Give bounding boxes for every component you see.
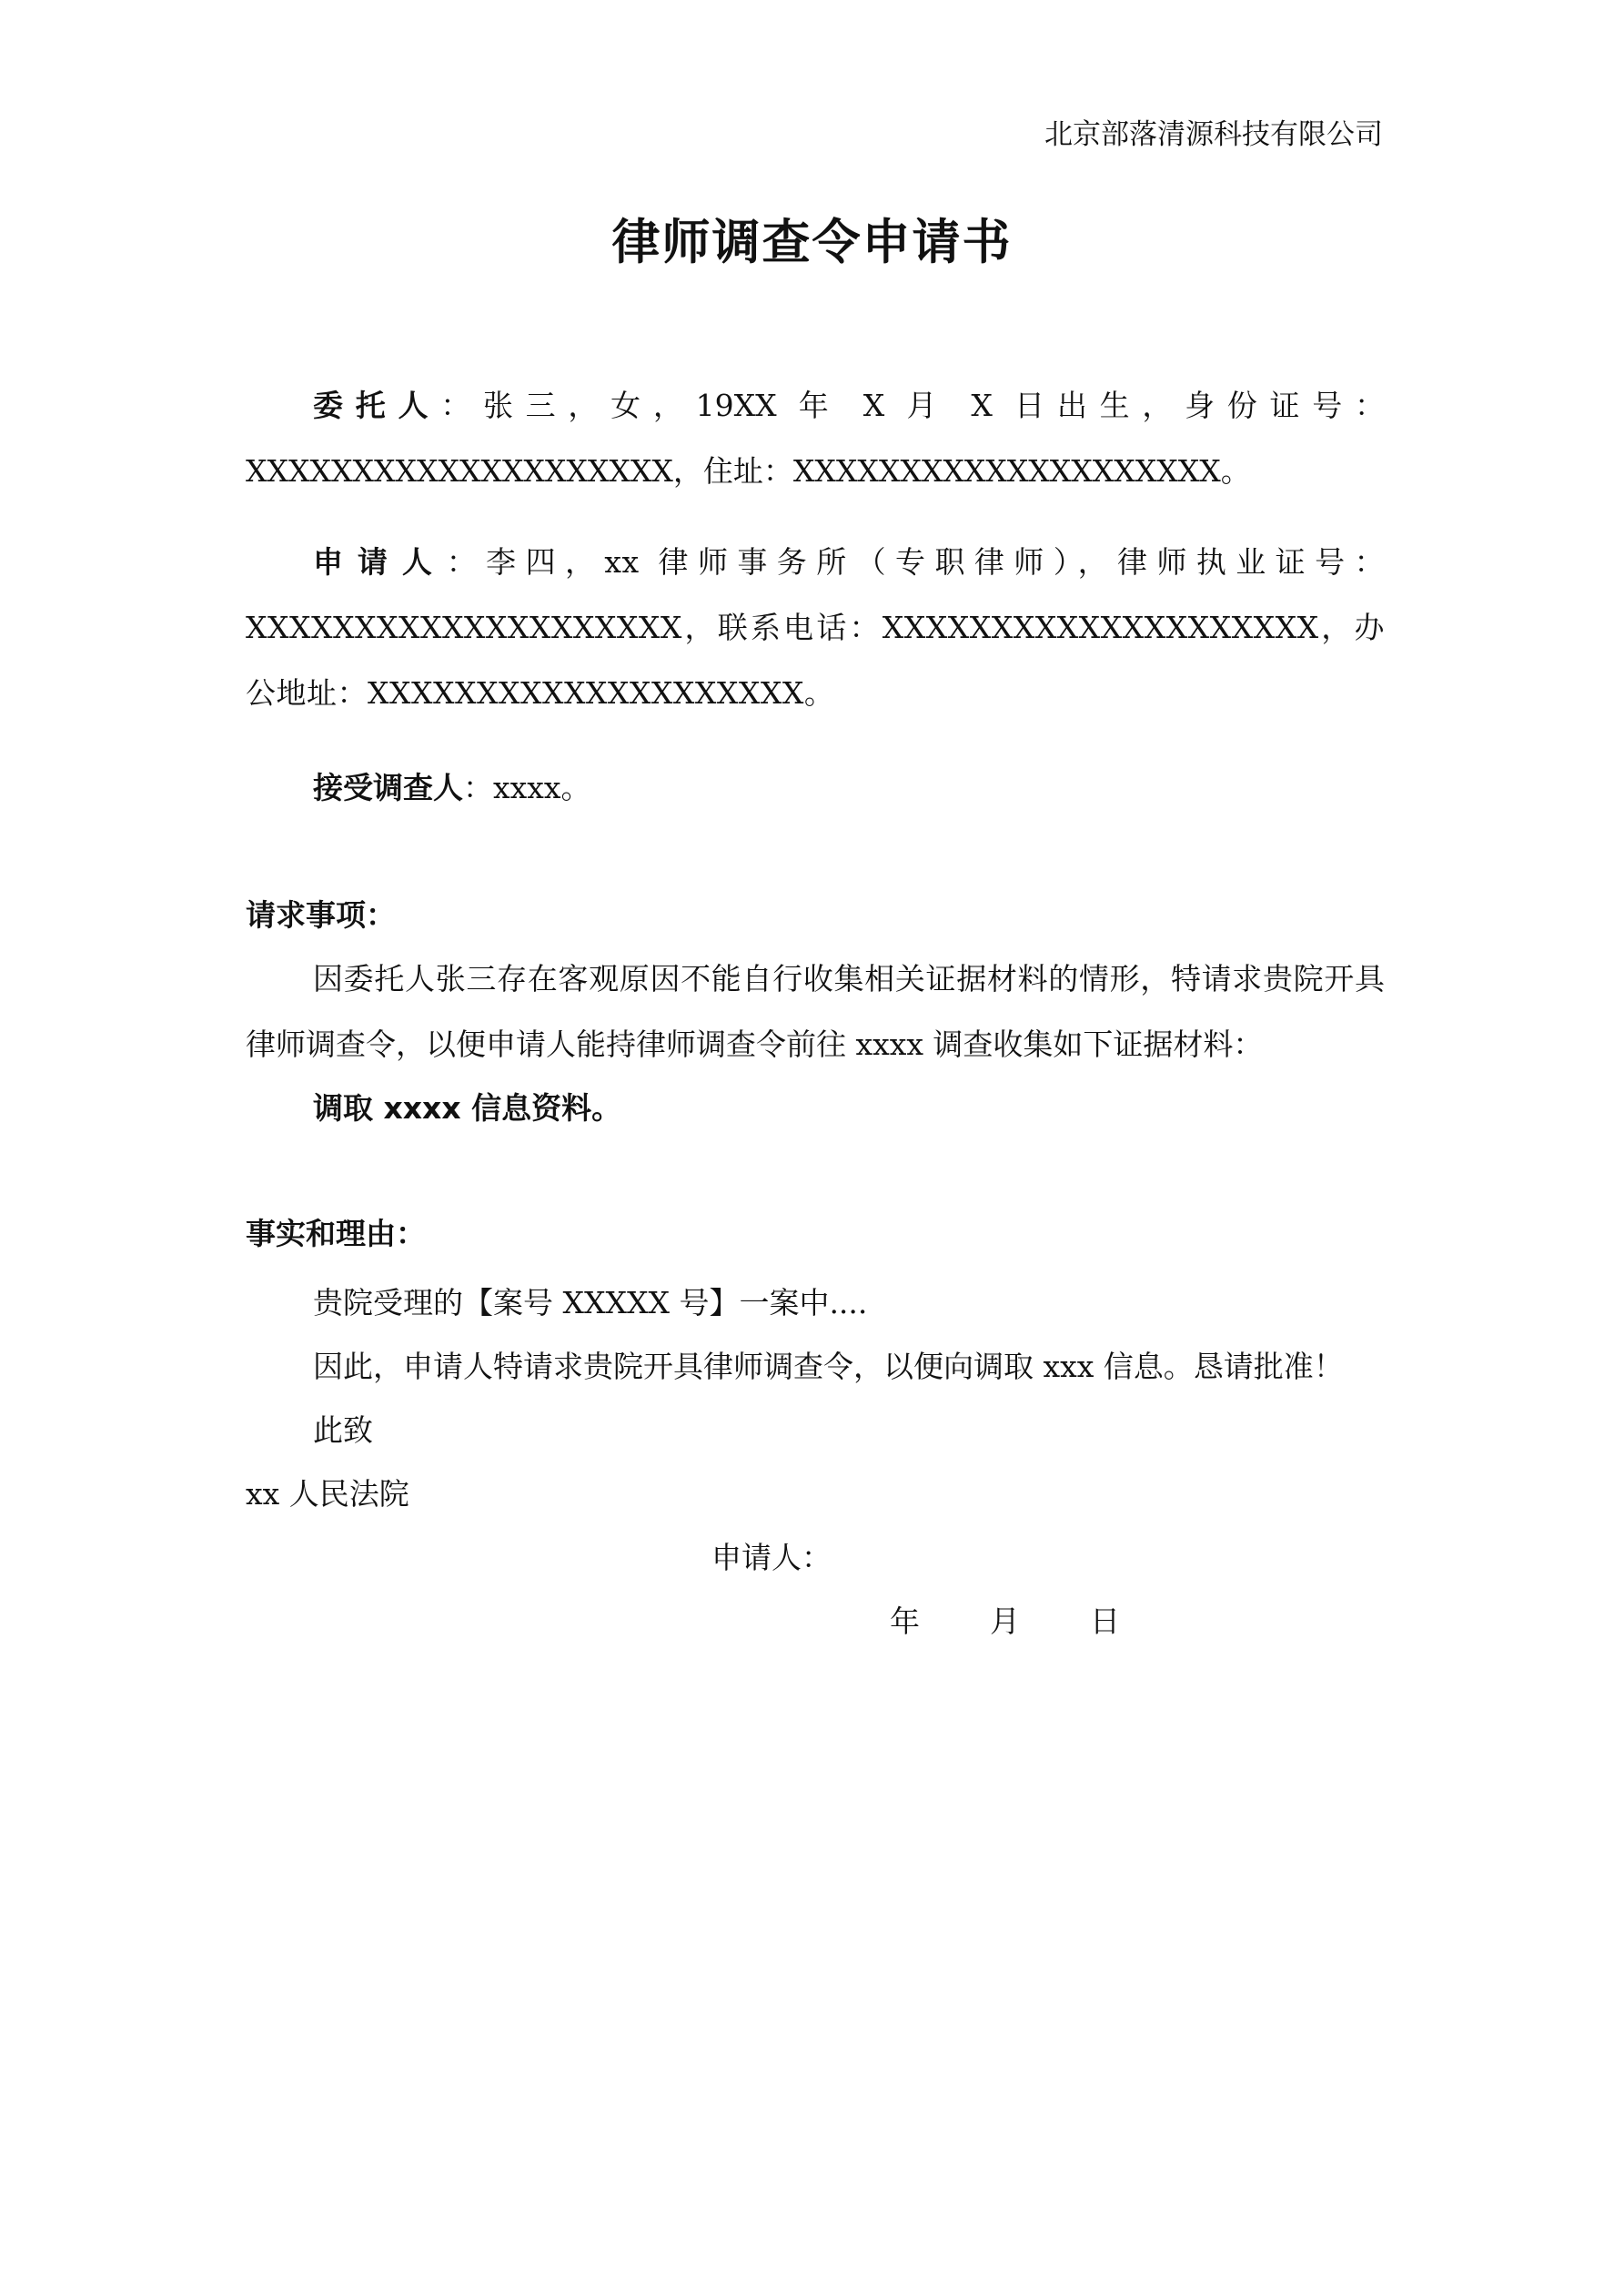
principal-paragraph	[246, 373, 1385, 504]
facts-line-2: 因此，申请人特请求贵院开具律师调查令，以便向调取 xxx 信息。恳请批准！	[313, 1349, 1344, 1384]
investigated-sep: ：	[463, 770, 493, 805]
requests-item: 调取 xxxx 信息资料。	[313, 1090, 622, 1126]
signature-date	[890, 1589, 1120, 1654]
requests-body: 因委托人张三存在客观原因不能自行收集相关证据材料的情形，特请求贵院开具律师调查令，以便申请人能持律师调查令前往 xxxx 调查收集如下证据材料：	[246, 961, 1385, 1062]
applicant-text: 李四，xx 律师事务所（专职律师），律师执业证号：XXXXXXXXXXXXXXXXXXXX，联系电话：XXXXXXXXXXXXXXXXXXXX，办公地址：XXXXXXXXXXXXXXXXXXXX。	[246, 544, 1386, 711]
company-name: 北京部落清源科技有限公司	[1044, 118, 1383, 151]
principal-text: 张三，女，19XX 年 X 月 X 日出生，身份证号：XXXXXXXXXXXXXXXXXXXX，住址：XXXXXXXXXXXXXXXXXXXX。	[246, 388, 1385, 489]
investigated-paragraph	[246, 755, 1385, 821]
date-month: 月	[990, 1603, 1020, 1639]
requests-heading: 请求事项：	[246, 897, 396, 933]
date-year: 年	[890, 1603, 920, 1639]
investigated-label: 接受调查人	[313, 770, 463, 805]
date-day: 日	[1090, 1603, 1120, 1639]
document-title: 律师调查令申请书	[611, 215, 1013, 270]
applicant-paragraph	[246, 530, 1385, 726]
applicant-label: 申请人	[313, 544, 447, 580]
signature-label: 申请人：	[711, 1540, 832, 1575]
court-name: xx 人民法院	[246, 1476, 409, 1512]
investigated-text: xxxx。	[493, 770, 591, 805]
applicant-sep: ：	[446, 544, 487, 580]
principal-sep: ：	[440, 388, 483, 423]
facts-line-1: 贵院受理的【案号 XXXXX 号】一案中....	[313, 1285, 868, 1320]
principal-label: 委托人	[313, 388, 441, 423]
facts-heading: 事实和理由：	[246, 1216, 426, 1251]
salutation: 此致	[313, 1412, 373, 1448]
